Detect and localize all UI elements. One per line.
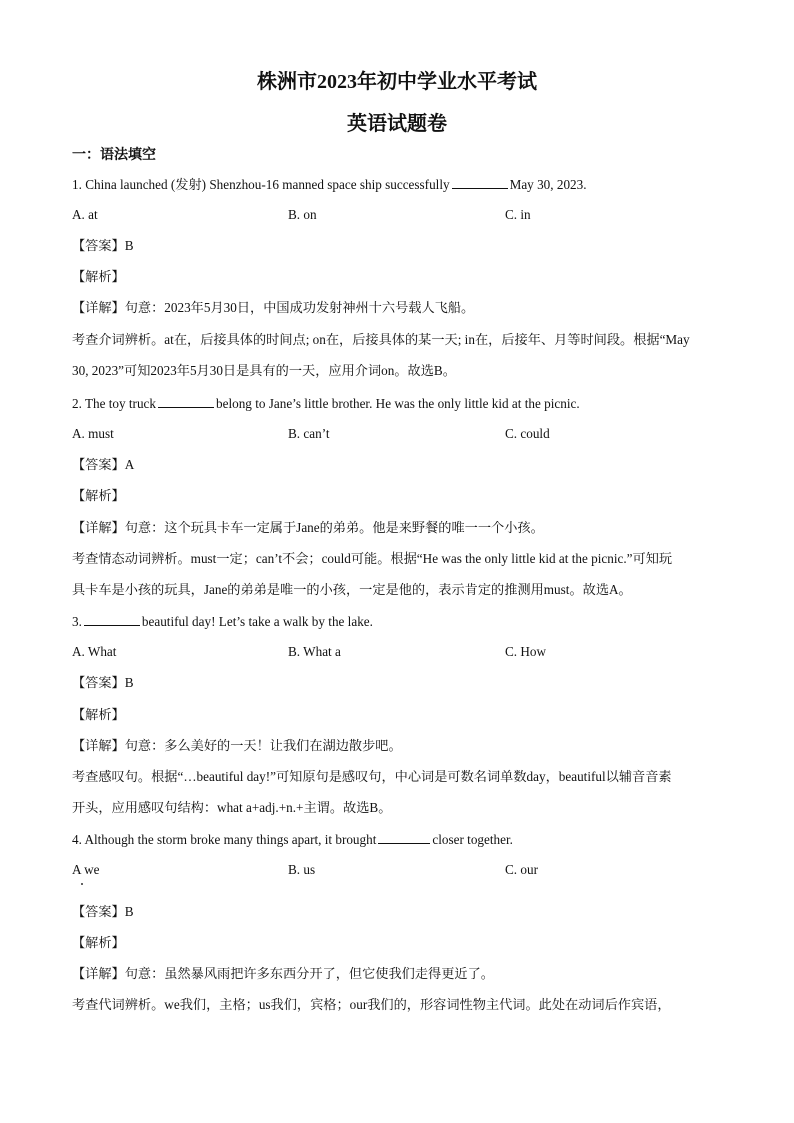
detail-label: 【详解】 [72,300,125,315]
question-3-answer [72,673,727,693]
question-1-detail [72,298,727,318]
question-stem-before: 1. China launched (发射) Shenzhou-16 manned space ship successfully [72,177,450,192]
question-1-stem [72,174,727,195]
option-b: B. can’t [288,426,330,441]
question-3-options [72,642,727,662]
question-1-explanation-line-1: 考查介词辨析。at在，后接具体的时间点; on在，后接具体的某一天; in在，后接年、月等时间段。根据“May [72,332,690,347]
option-a: A. at [72,207,98,222]
question-2-explanation-line-1: 考查情态动词辨析。must一定；can’t不会；could可能。根据“He was the only little kid at the picnic.”可知玩 [72,551,673,566]
question-4-options [72,860,727,880]
question-3-detail [72,736,727,756]
question-3-explanation-line-1: 考查感叹句。根据“…beautiful day!”可知原句是感叹句，中心词是可数名词单数day，beautiful以辅音音素 [72,769,672,784]
question-1-answer [72,236,727,256]
answer-blank [378,829,430,844]
question-stem-after: belong to Jane’s little brother. He was the only little kid at the picnic. [216,396,580,411]
detail-text: 句意：多么美好的一天！让我们在湖边散步吧。 [124,738,402,753]
option-a: A. What [72,644,117,659]
detail-text: 句意：这个玩具卡车一定属于Jane的弟弟。他是来野餐的唯一一个小孩。 [124,520,544,535]
answer-value: B [124,238,134,253]
question-stem-after: May 30, 2023. [509,177,587,192]
question-4-explanation-line-1: 考查代词辨析。we我们，主格；us我们，宾格；our我们的，形容词性物主代词。此处在动词后作宾语， [72,997,671,1012]
question-2-analysis-label: 【解析】 [72,488,125,503]
detail-label: 【详解】 [72,738,125,753]
exam-title: 株洲市2023年初中学业水平考试 [257,71,537,93]
question-1-explanation-line-2: 30, 2023”可知2023年5月30日是具有的一天，应用介词on。故选B。 [72,363,456,378]
answer-blank [84,611,140,626]
question-3-analysis-label: 【解析】 [72,707,125,722]
option-c: C. in [505,207,531,222]
answer-label: 【答案】 [72,238,125,253]
question-1-analysis-label: 【解析】 [72,269,125,284]
question-2-answer [72,455,727,475]
section-title: 一：语法填空 [72,148,156,163]
detail-text: 句意：2023年5月30日，中国成功发射神州十六号载人飞船。 [124,300,475,315]
question-2-explanation-line-2: 具卡车是小孩的玩具，Jane的弟弟是唯一的小孩，一定是他的，表示肯定的推测用must。故选A。 [72,582,632,597]
question-4-analysis-label: 【解析】 [72,935,125,950]
answer-label: 【答案】 [72,457,125,472]
answer-label: 【答案】 [72,904,125,919]
question-3-stem [72,611,727,632]
answer-value: B [124,904,134,919]
option-c: C. could [505,426,550,441]
question-1-options [72,205,727,225]
question-4-stem [72,829,727,850]
question-stem-after: beautiful day! Let’s take a walk by the lake. [141,614,373,629]
question-stem-after: closer together. [432,832,513,847]
option-c: C. How [505,644,547,659]
answer-value: A [124,457,135,472]
question-stem-before: 3. [72,614,82,629]
question-2-stem [72,393,727,414]
option-a: A we [72,862,100,877]
option-a: A. must [72,426,114,441]
stray-dot-mark [81,883,83,885]
question-stem-before: 4. Although the storm broke many things apart, it brought [72,832,377,847]
detail-text: 句意：虽然暴风雨把许多东西分开了，但它使我们走得更近了。 [124,966,494,981]
question-2-detail [72,518,727,538]
detail-label: 【详解】 [72,966,125,981]
answer-value: B [124,675,134,690]
answer-blank [158,393,214,408]
option-c: C. our [505,862,538,877]
question-2-options [72,424,727,444]
detail-label: 【详解】 [72,520,125,535]
option-b: B. on [288,207,317,222]
question-3-explanation-line-2: 开头，应用感叹句结构：what a+adj.+n.+主谓。故选B。 [72,800,392,815]
answer-label: 【答案】 [72,675,125,690]
question-stem-before: 2. The toy truck [72,396,156,411]
option-b: B. us [288,862,316,877]
question-4-detail [72,964,727,984]
answer-blank [452,174,508,189]
option-b: B. What a [288,644,341,659]
exam-subtitle: 英语试题卷 [347,113,447,135]
question-4-answer [72,902,727,922]
